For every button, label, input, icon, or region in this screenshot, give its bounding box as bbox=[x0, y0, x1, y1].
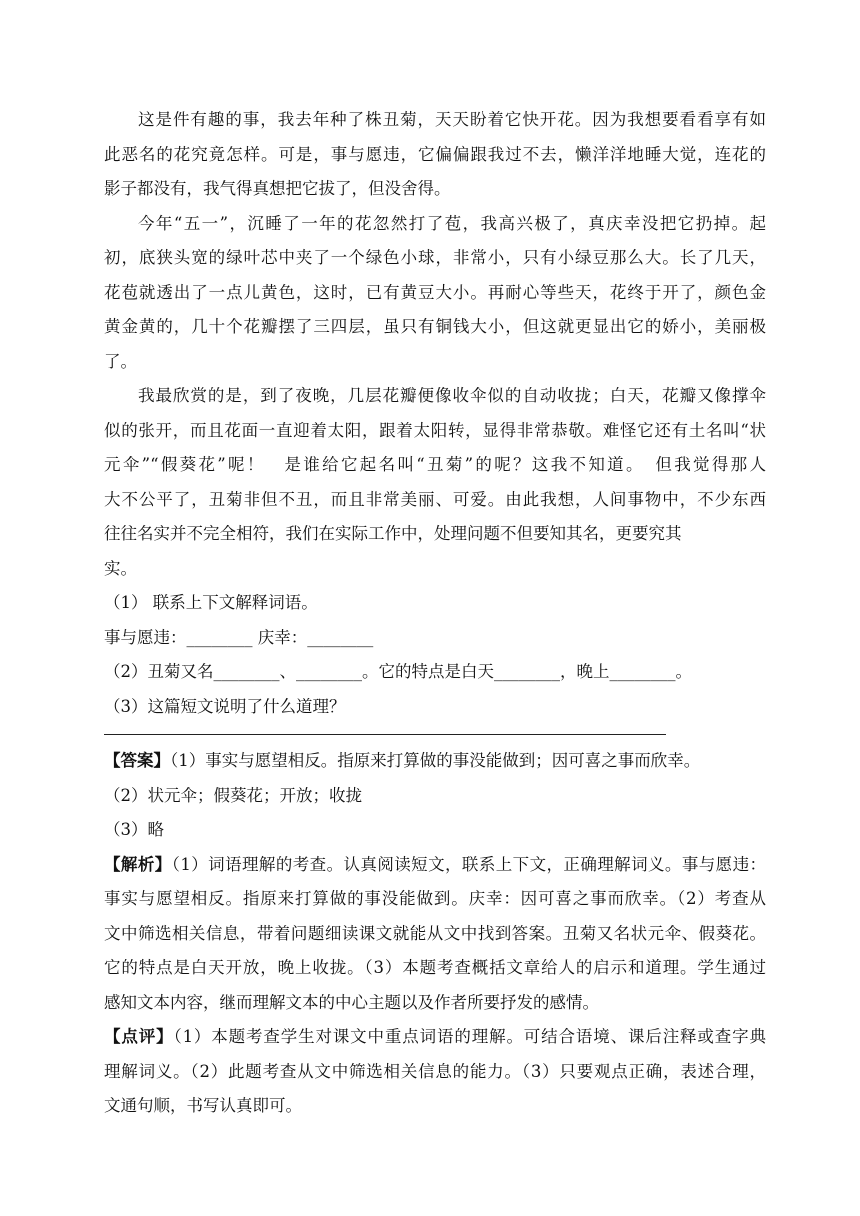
answer-3: （3）略 bbox=[104, 820, 164, 839]
analysis-line-3: 文中筛选相关信息，带着问题细读课文就能从文中找到答案。丑菊又名状元伞、假葵花。 bbox=[104, 923, 766, 943]
comment-line-3: 文通句顺，书写认真即可。 bbox=[104, 1096, 302, 1115]
answer-2: （2）状元伞；假葵花；开放；收拢 bbox=[104, 785, 362, 805]
answer-tag: 【答案】 bbox=[104, 751, 170, 770]
passage-p2-line-1: 今年“五一”，沉睡了一年的花忽然打了苞，我高兴极了，真庆幸没把它扔掉。起 bbox=[138, 213, 766, 233]
passage-p3-line-1: 我最欣赏的是，到了夜晚，几层花瓣便像收伞似的自动收拢；白天，花瓣又像撑伞 bbox=[138, 386, 766, 405]
comment-text-1: （1）本题考查学生对课文中重点词语的理解。可结合语境、课后注释或查字典 bbox=[173, 1027, 767, 1046]
answer-line bbox=[104, 734, 666, 735]
reading-passage bbox=[104, 103, 766, 724]
comment-line-1 bbox=[104, 1020, 766, 1055]
passage-p3-line-4: 大不公平了，丑菊非但不丑，而且非常美丽、可爱。由此我想，人间事物中，不少东西 bbox=[104, 489, 766, 509]
passage-p2-line-2: 初，底狭头宽的绿叶芯中夹了一个绿色小球，非常小，只有小绿豆那么大。长了几天， bbox=[104, 248, 766, 267]
passage-p1-line-3: 影子都没有，我气得真想把它拔了，但没舍得。 bbox=[104, 179, 451, 198]
question-1: （1） 联系上下文解释词语。 bbox=[104, 593, 318, 612]
comment-tag: 【点评】 bbox=[104, 1027, 174, 1046]
question-3: （3）这篇短文说明了什么道理？ bbox=[104, 696, 346, 716]
analysis-line-1 bbox=[104, 848, 766, 883]
analysis-line-2: 事实与愿望相反。指原来打算做的事没能做到。庆幸：因可喜之事而欣幸。（2）考查从 bbox=[104, 889, 766, 908]
passage-p1-line-2: 此恶名的花究竟怎样。可是，事与愿违，它偏偏跟我过不去，懒洋洋地睡大觉，连花的 bbox=[104, 144, 766, 164]
analysis-line-5: 感知文本内容，继而理解文本的中心主题以及作者所要抒发的感情。 bbox=[104, 992, 599, 1012]
passage-p2-line-5: 了。 bbox=[104, 351, 137, 371]
passage-p2-line-3: 花苞就透出了一点儿黄色，这时，已有黄豆大小。再耐心等些天，花终于开了，颜色金 bbox=[104, 282, 766, 302]
answer-line-1 bbox=[104, 744, 766, 779]
analysis-tag: 【解析】 bbox=[104, 854, 172, 874]
answer-1: （1）事实与愿望相反。指原来打算做的事没能做到；因可喜之事而欣幸。 bbox=[170, 751, 701, 770]
passage-p3-line-5: 往往名实并不完全相符，我们在实际工作中，处理问题不但要知其名，更要究其 bbox=[104, 524, 682, 543]
analysis-text-1: （1）词语理解的考查。认真阅读短文，联系上下文，正确理解词义。事与愿违： bbox=[171, 854, 767, 874]
passage-p3-line-3: 元伞”“假葵花”呢！ 是谁给它起名叫“丑菊”的呢？这我不知道。 但我觉得那人 bbox=[104, 455, 766, 474]
passage-p1-line-1: 这是件有趣的事，我去年种了株丑菊，天天盼着它快开花。因为我想要看看享有如 bbox=[138, 110, 766, 129]
comment-line-2: 理解词义。（2）此题考查从文中筛选相关信息的能力。（3）只要观点正确，表述合理， bbox=[104, 1061, 766, 1081]
passage-p3-line-6: 实。 bbox=[104, 558, 137, 578]
passage-p3-line-2: 似的张开，而且花面一直迎着太阳，跟着太阳转，显得非常恭敬。难怪它还有土名叫“状 bbox=[104, 420, 766, 440]
answer-section bbox=[104, 744, 766, 1124]
analysis-line-4: 它的特点是白天开放，晚上收拢。（3）本题考查概括文章给人的启示和道理。学生通过 bbox=[104, 958, 766, 977]
question-1-blanks: 事与愿违：________ 庆幸：________ bbox=[104, 627, 374, 647]
question-2: （2）丑菊又名________、________。它的特点是白天________，晚上________。 bbox=[104, 662, 692, 681]
passage-p2-line-4: 黄金黄的，几十个花瓣摆了三四层，虽只有铜钱大小，但这就更显出它的娇小，美丽极 bbox=[104, 317, 766, 336]
